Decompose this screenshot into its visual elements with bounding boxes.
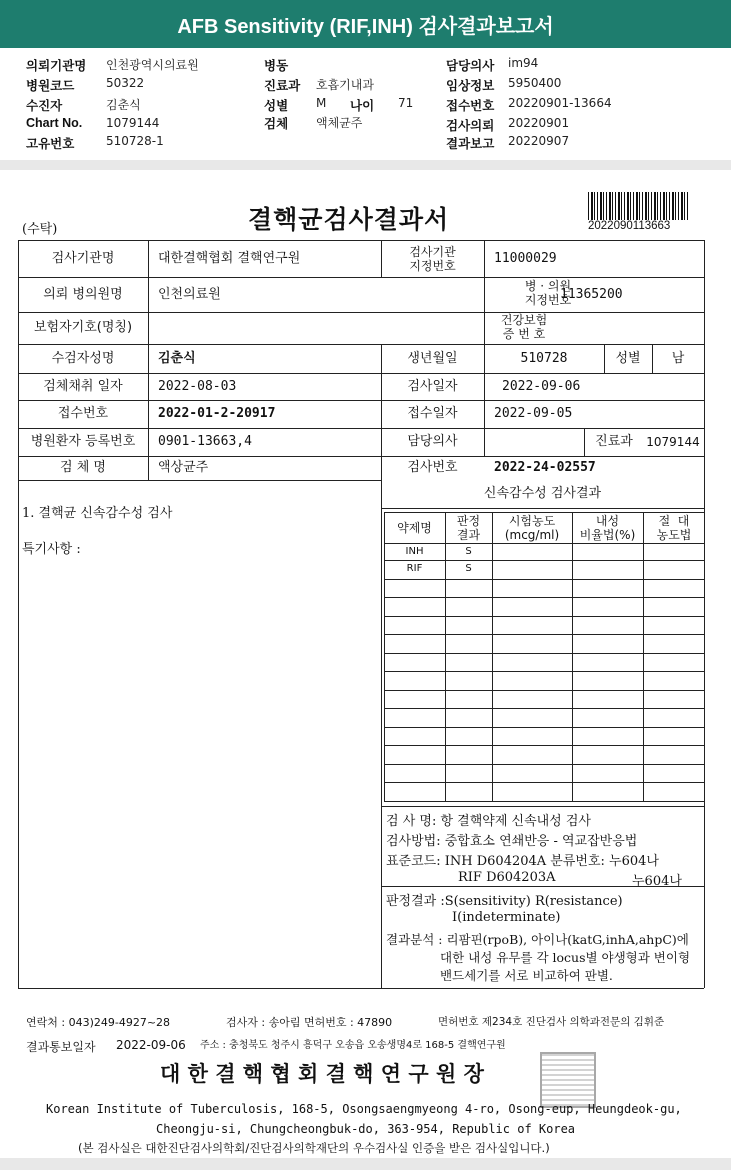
info-requesting-org: 의뢰기관명: [26, 59, 87, 73]
remarks-label: 특기사항 :: [22, 542, 81, 557]
footer-en-line2: Cheongju-si, Chungcheongbuk-do, 363-954, Republic of Korea: [156, 1122, 576, 1136]
info-specimen-value: 액체균주: [316, 116, 363, 130]
info-chart-no: Chart No.: [26, 116, 83, 130]
value-clinic: 1079144: [646, 435, 700, 449]
info-department: 진료과: [264, 79, 301, 93]
info-receipt-no: 접수번호: [446, 99, 495, 113]
info-requesting-org-value: 인천광역시의료원: [106, 58, 199, 72]
label-collection-date: 검체채취 일자: [43, 378, 123, 394]
value-specimen: 액상균주: [158, 460, 209, 475]
result-value-rif: S: [465, 562, 472, 574]
footer-certification: (본 검사실은 대한진단검사의학회/진단검사의학재단의 우수검사실 인증을 받은 검사실입니다.): [78, 1141, 550, 1155]
info-report-date: 결과보고: [446, 137, 495, 151]
doc-stamp: (수탁): [22, 222, 58, 237]
label-insurer: 보험자기호(명칭): [33, 320, 133, 335]
barcode-number: 2022090113663: [588, 220, 671, 232]
label-patient-name: 수검자성명: [51, 350, 115, 366]
value-insurer: [158, 312, 458, 344]
label-sex: 성별: [615, 350, 641, 366]
value-receipt-no: 2022-01-2-20917: [158, 406, 276, 421]
label-requesting-hospital: 의뢰 병의원명: [43, 286, 123, 302]
info-clinical: 임상정보: [446, 79, 495, 93]
footer-org: 대 한 결 핵 협 회 결 핵 연 구 원 장: [160, 1062, 484, 1086]
result-table-row-line: [384, 727, 705, 728]
value-sex: 남: [671, 350, 685, 366]
info-specimen: 검체: [264, 117, 289, 131]
label-receipt-date: 접수일자: [407, 406, 458, 421]
info-patient: 수진자: [26, 99, 63, 113]
info-doctor: 담당의사: [446, 59, 495, 73]
official-seal: [540, 1052, 596, 1108]
info-request-date: 검사의뢰: [446, 119, 495, 133]
value-hospital-code: 11365200: [560, 286, 623, 302]
interp-result: 판정결과 :S(sensitivity) R(resistance): [386, 894, 623, 909]
value-birthdate: 510728: [520, 350, 568, 366]
result-header-conc: 시험농도 (mcg/ml): [504, 513, 560, 542]
info-unique-no-value: 510728-1: [106, 134, 164, 148]
label-hospital-code: 병 · 의원 지정번호: [524, 279, 572, 307]
result-drug-rif: RIF: [406, 562, 423, 574]
info-report-date-value: 20220907: [508, 134, 570, 148]
value-testing-org-code: 11000029: [494, 250, 557, 266]
info-sex-value: M: [316, 96, 327, 110]
label-clinic: 진료과: [595, 434, 633, 449]
result-header-result: 판정 결과: [456, 513, 481, 542]
label-registration-no: 병원환자 등록번호: [30, 434, 136, 449]
test-item: 1. 결핵균 신속감수성 검사: [22, 506, 173, 521]
bottom-separator: [0, 1158, 731, 1170]
interp-analysis-1: 결과분석 : 리팜핀(rpoB), 아이나(katG,inhA,ahpC)에: [386, 932, 689, 947]
value-testing-org: 대한결핵협회 결핵연구원: [158, 250, 301, 266]
value-attending-doctor: [484, 428, 584, 456]
info-age: 나이: [350, 99, 375, 113]
barcode: [588, 192, 688, 220]
value-insurance-no: [570, 312, 690, 344]
interp-analysis-3: 밴드세기를 서로 비교하여 판별.: [440, 968, 613, 983]
result-table-row-line: [384, 579, 705, 580]
info-request-date-value: 20220901: [508, 116, 570, 130]
result-table-row-line: [384, 708, 705, 709]
label-birthdate: 생년월일: [407, 350, 458, 366]
result-table-row-line: [384, 764, 705, 765]
value-test-date: 2022-09-06: [502, 378, 581, 394]
result-value-inh: S: [465, 545, 472, 557]
method-standard-code: 표준코드: INH D604204A 분류번호: 누604나: [386, 854, 659, 869]
interp-indeterminate: I(indeterminate): [452, 910, 561, 925]
label-testing-org-code: 검사기관 지정번호: [409, 244, 456, 273]
result-table-row-line: [384, 597, 705, 598]
method-test-name: 검 사 명: 항 결핵약제 신속내성 검사: [386, 814, 591, 829]
info-department-value: 호흡기내과: [316, 78, 374, 92]
info-receipt-no-value: 20220901-13664: [508, 96, 612, 110]
label-testing-org: 검사기관명: [51, 250, 115, 266]
label-receipt-no: 접수번호: [57, 406, 109, 421]
result-table-row-line: [384, 616, 705, 617]
result-table-row-line: [384, 801, 705, 802]
footer-tester: 검사자 : 송아림 면허번호 : 47890: [226, 1016, 393, 1029]
info-chart-no-value: 1079144: [106, 116, 160, 130]
value-test-no: 2022-24-02557: [494, 460, 596, 475]
result-table-row-line: [384, 671, 705, 672]
section-separator: [0, 160, 731, 170]
result-table-title: 신속감수성 검사결과: [483, 486, 602, 501]
result-table-row-line: [384, 782, 705, 783]
info-doctor-value: im94: [508, 56, 539, 70]
footer-notice-label: 결과통보일자: [26, 1040, 96, 1054]
info-clinical-value: 5950400: [508, 76, 562, 90]
label-attending-doctor: 담당의사: [407, 434, 458, 449]
info-ward: 병동: [264, 59, 289, 73]
result-table-row-line: [384, 634, 705, 635]
footer-address: 주소 : 충청북도 청주시 흥덕구 오송읍 오송생명4로 168-5 결핵연구원: [200, 1040, 506, 1051]
result-table-row-line: [384, 690, 705, 691]
result-table-row-line: [384, 745, 705, 746]
footer-en-line1: Korean Institute of Tuberculosis, 168-5, Osongsaengmyeong 4-ro, Osong-eup, Heungdeok-gu,: [46, 1102, 682, 1116]
result-table-row-line: [384, 653, 705, 654]
result-header-absolute: 절 대 농도법: [656, 513, 692, 542]
value-registration-no: 0901-13663,4: [158, 434, 252, 449]
info-hospital-code: 병원코드: [26, 79, 75, 93]
value-patient-name: 김춘식: [158, 350, 196, 366]
label-insurance-no: 건강보험 증 번 호: [500, 313, 548, 341]
doc-title: 결핵균검사결과서: [248, 205, 450, 234]
result-header-drug: 약제명: [397, 520, 432, 535]
result-header-ratio: 내성 비율법(%): [579, 513, 636, 542]
interp-analysis-2: 대한 내성 유무를 각 locus별 야생형과 변이형: [440, 950, 691, 965]
info-sex: 성별: [264, 99, 289, 113]
label-test-no: 검사번호: [407, 460, 458, 475]
info-patient-value: 김춘식: [106, 98, 141, 112]
method-test-method: 검사방법: 중합효소 연쇄반응 - 역교잡반응법: [386, 834, 638, 849]
info-age-value: 71: [398, 96, 414, 110]
footer-license: 면허번호 제234호 진단검사 의학과전문의 김휘준: [438, 1016, 665, 1028]
result-drug-inh: INH: [405, 545, 424, 557]
method-rif-class: 누604나: [632, 874, 682, 889]
footer-contact: 연락처 : 043)249-4927~28: [26, 1016, 171, 1029]
report-header: [0, 0, 731, 48]
label-specimen: 검 체 명: [60, 460, 106, 475]
value-receipt-date: 2022-09-05: [494, 406, 573, 421]
value-requesting-hospital: 인천의료원: [158, 286, 221, 302]
value-collection-date: 2022-08-03: [158, 378, 237, 394]
info-unique-no: 고유번호: [26, 137, 75, 151]
method-rif-code: RIF D604203A: [458, 870, 556, 885]
info-hospital-code-value: 50322: [106, 76, 145, 90]
label-test-date: 검사일자: [407, 378, 458, 394]
report-title: AFB Sensitivity (RIF,INH) 검사결과보고서: [177, 15, 554, 38]
footer-notice-date: 2022-09-06: [116, 1038, 186, 1052]
